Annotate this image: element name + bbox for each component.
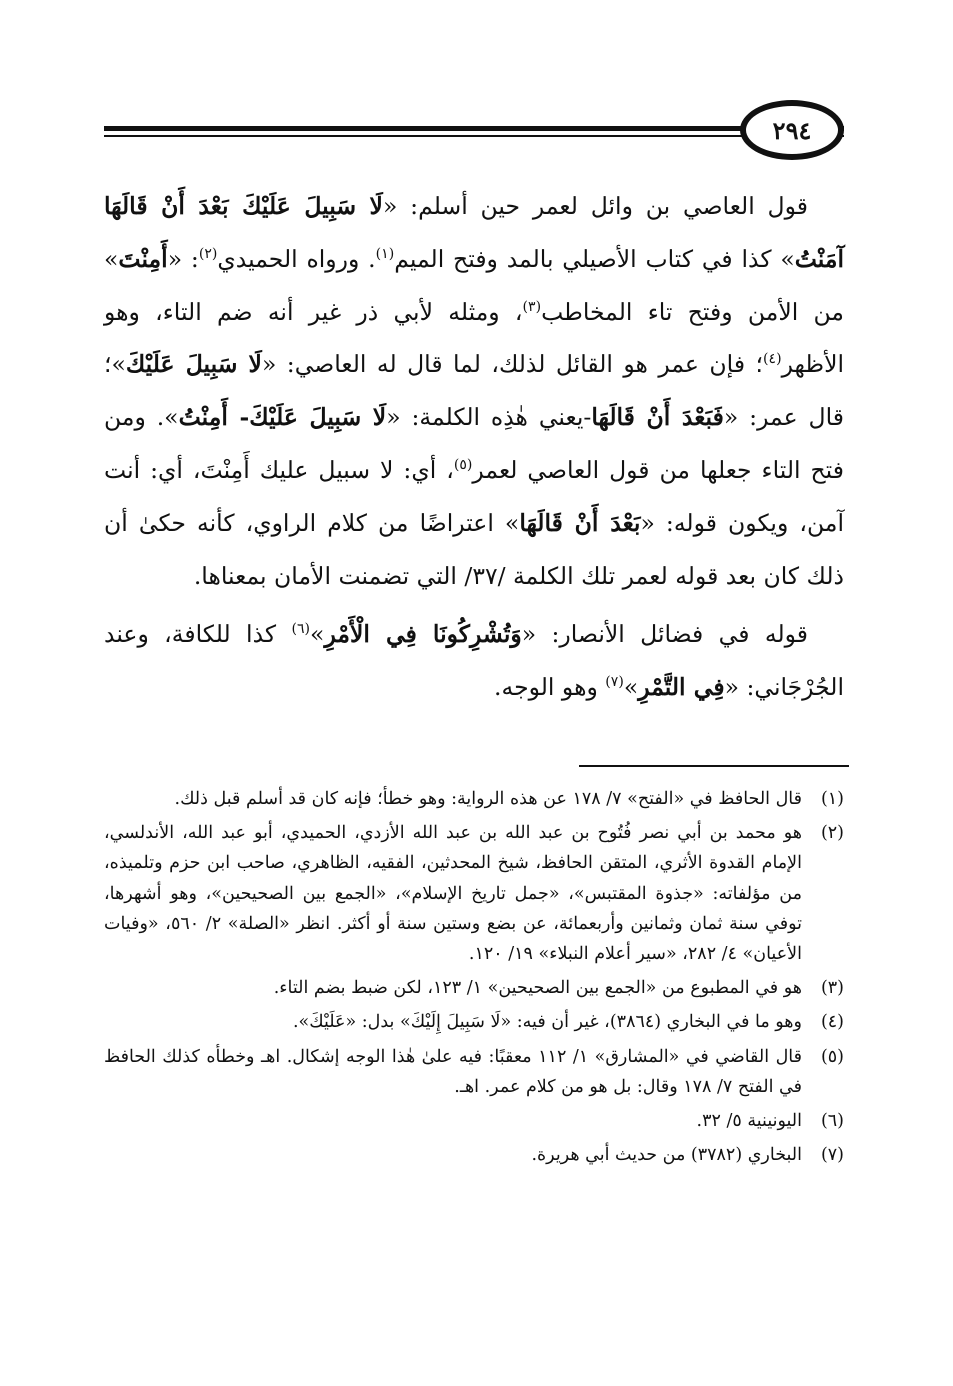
footnote-text: قال الحافظ في «الفتح» ٧/ ١٧٨ عن هذه الرواية: وهو خطأ؛ فإنه كان قد أسلم قبل ذلك. [174,789,802,809]
text-run: قوله في فضائل الأنصار: « [521,620,808,649]
text-run: » [623,673,639,702]
footnote-marker[interactable]: (٤) [762,351,782,368]
footnote-number: (٤) [820,1012,844,1033]
footnote-number: (٥) [820,1046,844,1067]
text-run: » كذا في كتاب الأصيلي بالمد وفتح الميم [394,244,795,273]
page-header [104,100,844,160]
text-run: قول العاصي بن وائل لعمر حين أسلم: « [382,192,808,220]
main-text [104,180,844,714]
text-run: . ورواه الحميدي [217,244,376,273]
footnote-separator [579,765,849,767]
quoted-hadith-text: بَعْدَ أَنْ قَالَهَا [519,508,641,537]
footnote-marker[interactable]: (٥) [453,457,473,474]
text-run: ، ومثله لأبي ذر غير أنه ضم التاء، وهو الأظهر [104,297,844,379]
footnote-text: وهو ما في البخاري (٣٨٦٤)، غير أن فيه: «لَا سَبِيلَ إِلَيْكَ» بدل: «عَلَيْكَ». [292,1012,802,1033]
footnotes [104,784,844,1174]
header-rule-thick [104,126,844,131]
quoted-hadith-text: وَتُشْرِكُونَا فِي الْأَمْرِ [324,620,522,649]
footnote-marker[interactable]: (١) [375,245,395,262]
text-run: كذا للكافة، وعند الجُرْجَاني: « [104,620,844,702]
footnote [104,818,844,969]
footnote-marker[interactable]: (٧) [605,674,624,691]
footnote [104,784,844,814]
text-run: » [310,620,325,649]
text-run: » اعتراضًا من كلام الراوي، كأنه حكىٰ أن ذلك كان بعد قوله لعمر تلك الكلمة /٣٧/ التي تضمنت الأمان بمعناها. [104,508,844,590]
footnote [104,1042,844,1102]
footnote-text: هو محمد بن أبي نصر فُتُوح بن عبد الله بن عبد الله الأزدي، الحميدي، أبو عبد الله، الأندلسي، الإمام القدوة الأثري، المتقن الحافظ، شيخ المحدثين، الفقيه، الظاهري، صاحب ابن حزم وتلميذه، من مؤلفاته: «جذوة المقتبس»، «جمل تاريخ الإسلام»، «الجمع بين الصحيحين»، وهو أشهرها، توفي سنة ثمان وثمانين وأربعمائة، عن بضع وستين سنة أو أكثر. انظر «الصلة» ٢/ ٥٦٠، «وفيات الأعيان» ٤/ ٢٨٢، «سير أعلام النبلاء» ١٩/ ١٢٠. [104,823,802,965]
quoted-hadith-text: لَا سَبِيلَ عَلَيْكَ- أَمِنْتُ [178,403,387,432]
text-run: »؛ قال عمر: « [104,350,845,432]
footnote-text: هو في المطبوع من «الجمع بين الصحيحين» ١/ ١٢٣، لكن ضبط بضم التاء. [273,978,802,999]
text-run: ». ومن فتح التاء جعلها من قول العاصي لعمر [104,403,844,484]
quoted-hadith-text: فَبَعْدَ أَنْ قَالَهَا [591,403,724,432]
page-number: ٢٩٤ [740,100,844,160]
footnote [104,1140,844,1170]
quoted-hadith-text: فِي التَّمْرِ [638,673,725,702]
text-run: » من الأمن وفتح تاء المخاطب [104,244,844,326]
quoted-hadith-text: لَا سَبِيلَ عَلَيْكَ بَعْدَ أَنْ قَالَهَا آمَنْتُ [104,192,845,273]
footnote-marker[interactable]: (٣) [522,298,542,315]
footnote-number: (٣) [820,978,844,999]
footnote [104,1007,844,1037]
paragraph-1 [104,180,844,602]
footnote-text: قال القاضي في «المشارق» ١/ ١١٢ معقبًا: فيه علىٰ هٰذا الوجه إشكال. اهـ وخطأه كذلك الحافظ في الفتح ٧/ ١٧٨ وقال: بل هو من كلام عمر. اهـ. [104,1046,802,1097]
footnote-marker[interactable]: (٢) [198,245,218,262]
footnote [104,973,844,1003]
footnote-text: البخاري (٣٧٨٢) من حديث أبي هريرة. [531,1145,802,1166]
quoted-hadith-text: لَا سَبِيلَ عَلَيْكَ [125,350,262,379]
text-run: وهو الوجه. [494,673,606,702]
footnote-number: (١) [820,789,844,809]
footnote [104,1106,844,1136]
text-run: : « [167,244,199,273]
header-rule-thin [104,135,844,137]
text-run: ؛ فإن عمر هو القائل لذلك، لما قال له العاصي: « [261,350,763,379]
footnote-number: (٧) [820,1145,844,1166]
quoted-hadith-text: أَمِنْتَ [118,244,168,273]
footnote-marker[interactable]: (٦) [291,621,311,638]
footnote-number: (٦) [820,1111,844,1132]
footnote-number: (٢) [820,823,844,844]
paragraph-2 [104,608,844,714]
footnote-text: اليونينية ٥/ ٣٢. [696,1111,802,1132]
text-run: -يعني هٰذِه الكلمة: « [386,403,592,432]
text-run: ، أي: لا سبيل عليك أَمِنْتَ، أي: أنت آمن، ويكون قوله: « [104,455,844,537]
